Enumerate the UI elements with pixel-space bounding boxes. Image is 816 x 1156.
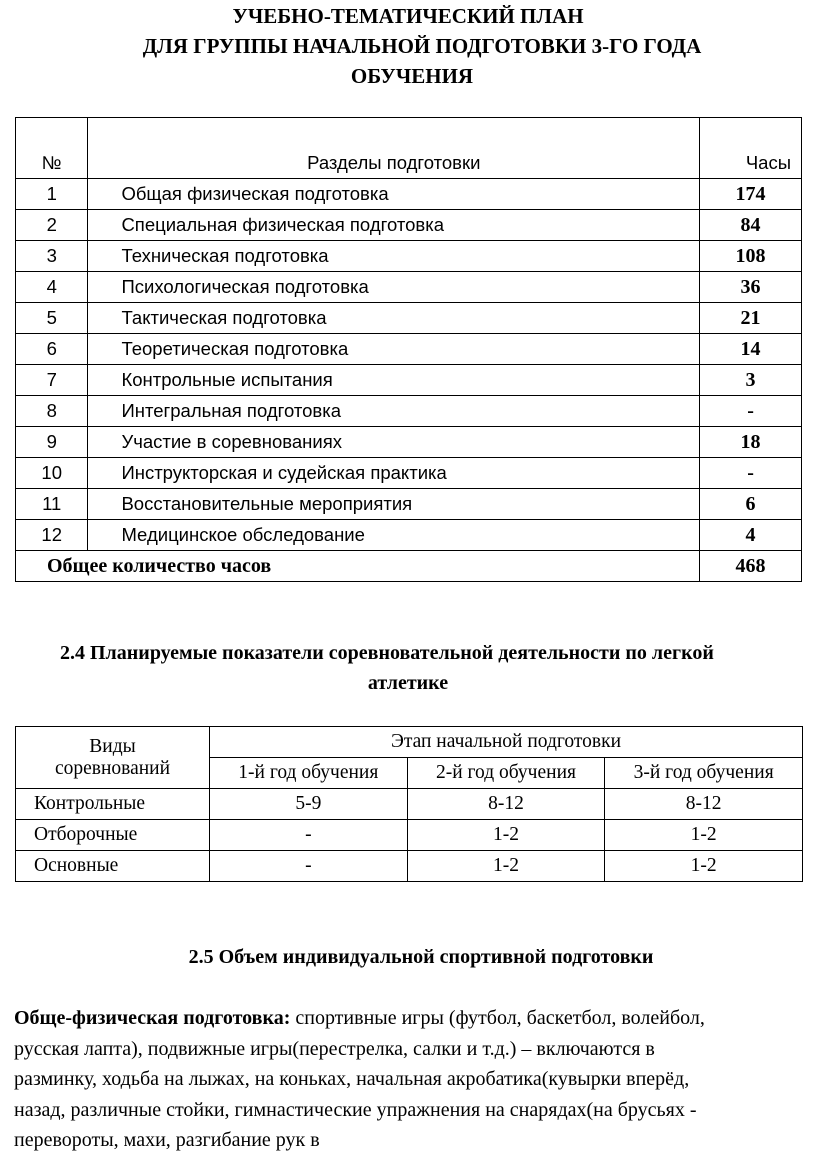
plan-row-hours: 18 [700,427,802,458]
plan-row [16,458,802,489]
comp-row-value: 1-2 [605,820,803,851]
plan-row-name: Восстановительные мероприятия [88,489,700,520]
paragraph-line: русская лапта), подвижные игры(перестрелка, салки и т.д.) – включаются в [14,1037,655,1060]
plan-row-name: Контрольные испытания [88,365,700,396]
plan-row [16,241,802,272]
plan-row-name: Интегральная подготовка [88,396,700,427]
plan-row [16,489,802,520]
comp-header-kind-line2: соревнований [54,757,171,779]
plan-row-name: Общая физическая подготовка [88,179,700,210]
section-2-4-heading-line2: атлетике [367,672,449,694]
plan-total-value: 468 [700,551,802,582]
comp-row-value: 8-12 [605,789,803,820]
comp-row-value: 8-12 [407,789,605,820]
plan-row-num: 12 [16,520,88,551]
plan-row-num: 5 [16,303,88,334]
plan-row-num: 7 [16,365,88,396]
plan-row-num: 9 [16,427,88,458]
comp-header-year: 1-й год обучения [210,758,408,789]
comp-header-row [16,727,803,758]
plan-row-hours: 36 [700,272,802,303]
comp-row [16,851,803,882]
plan-row-hours: 84 [700,210,802,241]
comp-row [16,820,803,851]
comp-row-kind: Контрольные [16,789,210,820]
plan-row [16,179,802,210]
plan-row-num: 3 [16,241,88,272]
competition-table [15,726,803,882]
section-2-5-paragraph [14,1003,804,1156]
doc-title-line2: ДЛЯ ГРУППЫ НАЧАЛЬНОЙ ПОДГОТОВКИ 3-ГО ГОДА [142,34,702,58]
comp-row-value: 1-2 [407,851,605,882]
plan-header-section: Разделы подготовки [88,118,700,179]
plan-row-hours: - [700,458,802,489]
comp-row-kind: Основные [16,851,210,882]
comp-row [16,789,803,820]
comp-header-kind-line1: Виды [89,735,136,757]
plan-row-hours: 14 [700,334,802,365]
plan-header-row [16,118,802,179]
paragraph-line: разминку, ходьба на лыжах, на коньках, начальная акробатика(кувырки вперёд, [14,1068,690,1090]
plan-row-name: Техническая подготовка [88,241,700,272]
plan-row-name: Участие в соревнованиях [88,427,700,458]
comp-row-value: - [210,820,408,851]
paragraph-line [14,1003,804,1034]
comp-row-kind: Отборочные [16,820,210,851]
plan-row-hours: 174 [700,179,802,210]
plan-row [16,272,802,303]
comp-row-value: 1-2 [605,851,803,882]
section-2-5-heading: 2.5 Объем индивидуальной спортивной подготовки [188,946,654,968]
plan-header-num: № [16,118,88,179]
plan-row-num: 10 [16,458,88,489]
plan-row-name: Тактическая подготовка [88,303,700,334]
paragraph-line: назад, различные стойки, гимнастические упражнения на снарядах(на брусьях - [14,1098,697,1121]
plan-row-hours: 4 [700,520,802,551]
study-plan-table [15,117,802,582]
plan-row-hours: - [700,396,802,427]
plan-row-num: 4 [16,272,88,303]
plan-header-hours: Часы [700,118,802,179]
plan-row-name: Специальная физическая подготовка [88,210,700,241]
comp-header-year: 2-й год обучения [407,758,605,789]
section-2-4-heading-line1: 2.4 Планируемые показатели соревновательной деятельности по легкой [60,642,714,664]
paragraph-line: перевороты, махи, разгибание рук в [14,1129,320,1151]
plan-total-row [16,551,802,582]
comp-header-kind [16,727,210,789]
plan-row-hours: 21 [700,303,802,334]
doc-title-line1: УЧЕБНО-ТЕМАТИЧЕСКИЙ ПЛАН [232,4,584,28]
plan-row [16,303,802,334]
plan-row-name: Инструкторская и судейская практика [88,458,700,489]
comp-row-value: 5-9 [210,789,408,820]
plan-row-name: Психологическая подготовка [88,272,700,303]
plan-row-num: 6 [16,334,88,365]
comp-row-value: - [210,851,408,882]
paragraph-bold-lead: Обще-физическая подготовка: [14,1007,291,1029]
plan-row-hours: 108 [700,241,802,272]
plan-row-num: 8 [16,396,88,427]
plan-row [16,210,802,241]
comp-header-stage: Этап начальной подготовки [210,727,803,758]
plan-row-name: Теоретическая подготовка [88,334,700,365]
plan-row [16,427,802,458]
plan-total-label: Общее количество часов [16,551,700,582]
doc-title-line3: ОБУЧЕНИЯ [350,64,474,88]
comp-row-value: 1-2 [407,820,605,851]
plan-row-hours: 3 [700,365,802,396]
plan-row [16,520,802,551]
plan-row [16,396,802,427]
plan-row [16,365,802,396]
plan-row-name: Медицинское обследование [88,520,700,551]
plan-row-hours: 6 [700,489,802,520]
plan-row-num: 2 [16,210,88,241]
paragraph-line-text: спортивные игры (футбол, баскетбол, волейбол, [290,1007,705,1029]
plan-row [16,334,802,365]
plan-row-num: 11 [16,489,88,520]
plan-row-num: 1 [16,179,88,210]
comp-header-year: 3-й год обучения [605,758,803,789]
